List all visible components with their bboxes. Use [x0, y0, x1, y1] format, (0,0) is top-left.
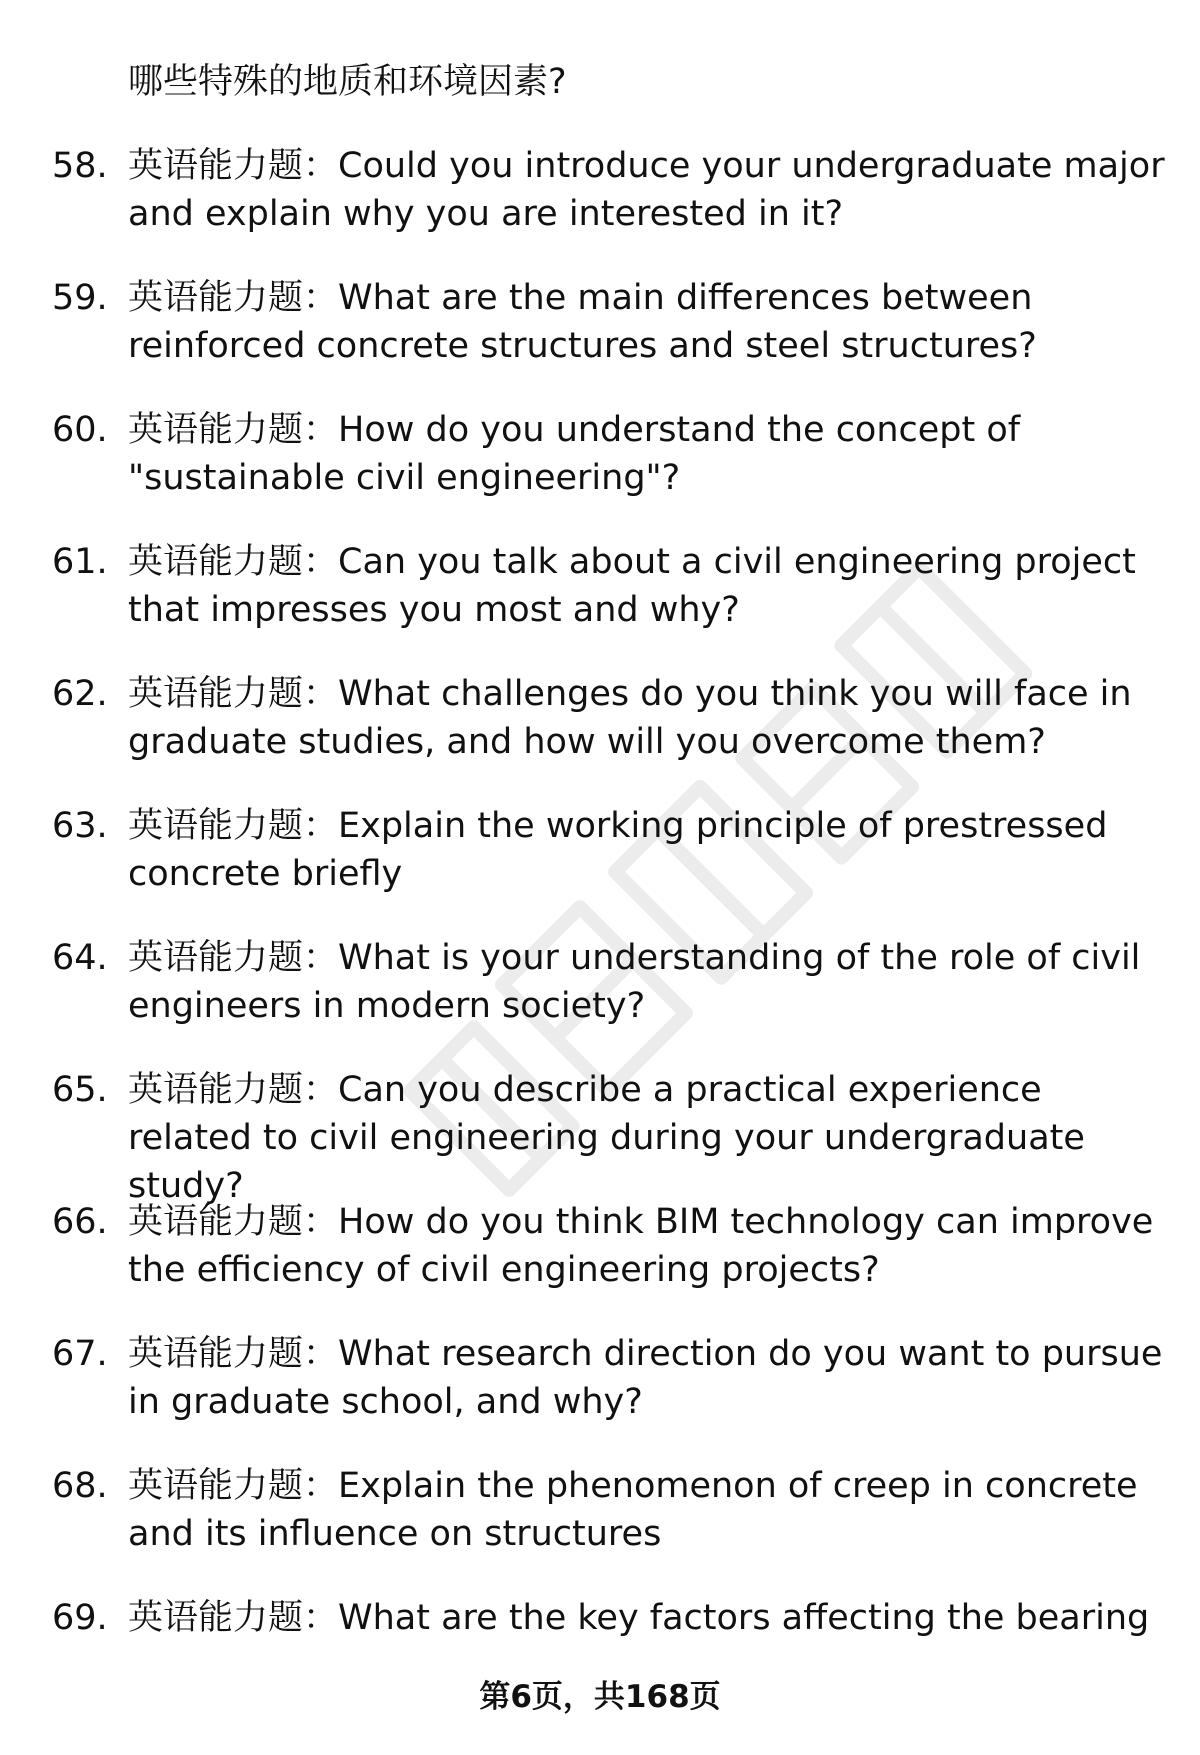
question-item: [0, 142, 1200, 274]
question-category-label: 英语能力题：: [128, 1598, 339, 1638]
question-number: 67.: [52, 1334, 108, 1374]
question-body: What are the key factors affecting the bearing: [338, 1598, 1150, 1638]
question-body: Could you introduce your undergraduate major and explain why you are interested in it?: [128, 146, 1165, 234]
continuation-text: 哪些特殊的地质和环境因素?: [128, 62, 567, 102]
question-item: [0, 1066, 1200, 1206]
question-body: Explain the working principle of prestressed concrete briefly: [128, 806, 1108, 894]
question-body: Can you talk about a civil engineering project that impresses you most and why?: [128, 542, 1136, 630]
question-item: [0, 538, 1200, 670]
question-text: [128, 934, 1168, 1030]
question-text: [128, 1066, 1168, 1210]
question-body: Explain the phenomenon of creep in concrete and its influence on structures: [128, 1466, 1138, 1554]
question-item: [0, 406, 1200, 538]
question-category-label: 英语能力题：: [128, 278, 339, 318]
question-category-label: 英语能力题：: [128, 1202, 339, 1242]
question-number: 60.: [52, 410, 108, 450]
question-number: 61.: [52, 542, 108, 582]
question-number: 63.: [52, 806, 108, 846]
question-category-label: 英语能力题：: [128, 938, 339, 978]
question-text: [128, 1594, 1168, 1642]
question-category-label: 英语能力题：: [128, 806, 339, 846]
question-item: [0, 670, 1200, 802]
question-text: [128, 1198, 1168, 1294]
question-list: [0, 142, 1200, 1726]
page-footer: 第6页，共168页: [479, 1679, 721, 1715]
question-text: [128, 142, 1168, 238]
question-item: [0, 1330, 1200, 1462]
question-number: 66.: [52, 1202, 108, 1242]
question-text: [128, 1462, 1168, 1558]
question-category-label: 英语能力题：: [128, 410, 339, 450]
question-body: What are the main differences between reinforced concrete structures and steel structures?: [128, 278, 1037, 366]
question-number: 69.: [52, 1598, 108, 1638]
question-number: 64.: [52, 938, 108, 978]
question-text: [128, 406, 1168, 502]
question-category-label: 英语能力题：: [128, 1070, 339, 1110]
question-category-label: 英语能力题：: [128, 674, 339, 714]
question-text: [128, 802, 1168, 898]
question-body: What is your understanding of the role of civil engineers in modern society?: [128, 938, 1141, 1026]
question-text: [128, 538, 1168, 634]
question-number: 58.: [52, 146, 108, 186]
question-text: [128, 670, 1168, 766]
question-item: [0, 1198, 1200, 1330]
question-body: What research direction do you want to pursue in graduate school, and why?: [128, 1334, 1163, 1422]
question-item: [0, 802, 1200, 934]
question-item: [0, 274, 1200, 406]
question-category-label: 英语能力题：: [128, 1466, 339, 1506]
question-text: [128, 1330, 1168, 1426]
question-number: 68.: [52, 1466, 108, 1506]
question-item: [0, 1462, 1200, 1594]
question-item: [0, 934, 1200, 1066]
question-body: How do you understand the concept of "sustainable civil engineering"?: [128, 410, 1021, 498]
question-body: How do you think BIM technology can improve the efficiency of civil engineering projects?: [128, 1202, 1154, 1290]
question-number: 65.: [52, 1070, 108, 1110]
question-category-label: 英语能力题：: [128, 542, 339, 582]
question-body: What challenges do you think you will face in graduate studies, and how will you overcome them?: [128, 674, 1132, 762]
question-number: 62.: [52, 674, 108, 714]
question-category-label: 英语能力题：: [128, 1334, 339, 1374]
question-number: 59.: [52, 278, 108, 318]
question-body: Can you describe a practical experience related to civil engineering during your undergraduate study?: [128, 1070, 1085, 1206]
question-text: [128, 274, 1168, 370]
question-category-label: 英语能力题：: [128, 146, 339, 186]
